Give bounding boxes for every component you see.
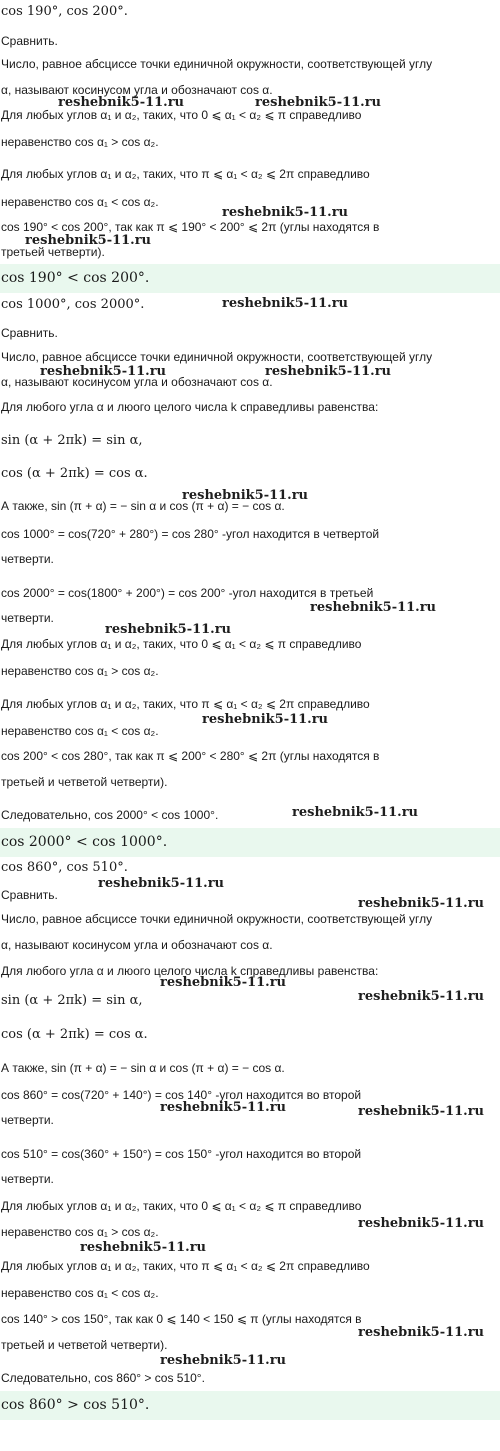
rule-line: Для любого угла α и люого целого числа k справедливы равенства: (1, 400, 379, 414)
rule-line: неравенство cos α₁ < cos α₂. (1, 195, 159, 209)
conclusion-line: Следовательно, cos 2000° < cos 1000°. (1, 808, 219, 822)
watermark: reshebnik5-11.ru (160, 1100, 287, 1115)
comparison-line: cos 200° < cos 280°, так как π ⩽ 200° < 280° ⩽ 2π (углы находятся в (1, 749, 380, 763)
reduction-line: cos 860° = cos(720° + 140°) = cos 140° -угол находится во второй (1, 1088, 362, 1102)
answer-box: cos 190° < cos 200°. (0, 264, 500, 293)
rule-line: неравенство cos α₁ < cos α₂. (1, 1286, 159, 1300)
reduction-line: cos 1000° = cos(720° + 280°) = cos 280° -угол находится в четвертой (1, 527, 380, 541)
formula-line: cos (α + 2πk) = cos α. (1, 466, 148, 481)
reduction-line: четверти. (1, 611, 54, 625)
watermark: reshebnik5-11.ru (160, 1353, 287, 1368)
watermark: reshebnik5-11.ru (358, 1325, 485, 1340)
definition-line: Число, равное абсциссе точки единичной окружности, соответствующей углу (1, 350, 433, 364)
formula-line: sin (α + 2πk) = sin α, (1, 993, 143, 1008)
watermark: reshebnik5-11.ru (265, 364, 392, 379)
formula-line: sin (α + 2πk) = sin α, (1, 433, 143, 448)
problem-1-task: Сравнить. (1, 34, 58, 48)
comparison-line: третьей четверти). (1, 245, 105, 259)
watermark: reshebnik5-11.ru (358, 1104, 485, 1119)
problem-3-task: Сравнить. (1, 888, 58, 902)
watermark: reshebnik5-11.ru (358, 1216, 485, 1231)
rule-line: Для любых углов α₁ и α₂, таких, что 0 ⩽ α₁ < α₂ ⩽ π справедливо (1, 637, 362, 651)
rule-line: неравенство cos α₁ > cos α₂. (1, 135, 159, 149)
rule-line: Для любого угла α и люого целого числа k справедливы равенства: (1, 964, 379, 978)
watermark: reshebnik5-11.ru (80, 1240, 207, 1255)
rule-line: Для любых углов α₁ и α₂, таких, что 0 ⩽ α₁ < α₂ ⩽ π справедливо (1, 108, 362, 122)
reduction-line: cos 510° = cos(360° + 150°) = cos 150° -угол находится во второй (1, 1147, 362, 1161)
watermark: reshebnik5-11.ru (25, 233, 152, 248)
rule-line: Для любых углов α₁ и α₂, таких, что π ⩽ α₁ < α₂ ⩽ 2π справедливо (1, 697, 370, 711)
watermark: reshebnik5-11.ru (310, 600, 437, 615)
problem-1-statement: cos 190°, cos 200°. (1, 4, 128, 19)
definition-line: Число, равное абсциссе точки единичной окружности, соответствующей углу (1, 912, 433, 926)
watermark: reshebnik5-11.ru (182, 488, 309, 503)
definition-line: α, называют косинусом угла и обозначают cos α. (1, 938, 273, 952)
watermark: reshebnik5-11.ru (222, 296, 349, 311)
watermark: reshebnik5-11.ru (58, 95, 185, 110)
definition-line: α, называют косинусом угла и обозначают cos α. (1, 83, 273, 97)
watermark: reshebnik5-11.ru (358, 989, 485, 1004)
reduction-line: cos 2000° = cos(1800° + 200°) = cos 200° -угол находится в третьей (1, 586, 374, 600)
comparison-line: третьей и четветой четверти). (1, 775, 168, 789)
rule-line: Для любых углов α₁ и α₂, таких, что 0 ⩽ α₁ < α₂ ⩽ π справедливо (1, 1199, 362, 1213)
reduction-line: четверти. (1, 552, 54, 566)
watermark: reshebnik5-11.ru (202, 712, 329, 727)
watermark: reshebnik5-11.ru (358, 896, 485, 911)
watermark: reshebnik5-11.ru (222, 205, 349, 220)
problem-2-task: Сравнить. (1, 326, 58, 340)
definition-line: Число, равное абсциссе точки единичной окружности, соответствующей углу (1, 57, 433, 71)
comparison-line: cos 190° < cos 200°, так как π ⩽ 190° < 200° ⩽ 2π (углы находятся в (1, 220, 380, 234)
formula-line: А также, sin (π + α) = − sin α и cos (π + α) = − cos α. (1, 499, 285, 513)
comparison-line: cos 140° > cos 150°, так как 0 ⩽ 140 < 150 ⩽ π (углы находятся в (1, 1312, 362, 1326)
rule-line: неравенство cos α₁ < cos α₂. (1, 724, 159, 738)
comparison-line: третьей и четветой четверти). (1, 1338, 168, 1352)
conclusion-line: Следовательно, cos 860° > cos 510°. (1, 1371, 205, 1385)
watermark: reshebnik5-11.ru (105, 622, 232, 637)
problem-2-statement: cos 1000°, cos 2000°. (1, 297, 145, 312)
reduction-line: четверти. (1, 1113, 54, 1127)
formula-line: А также, sin (π + α) = − sin α и cos (π + α) = − cos α. (1, 1061, 285, 1075)
watermark: reshebnik5-11.ru (255, 95, 382, 110)
reduction-line: четверти. (1, 1172, 54, 1186)
watermark: reshebnik5-11.ru (98, 876, 225, 891)
rule-line: неравенство cos α₁ > cos α₂. (1, 664, 159, 678)
watermark: reshebnik5-11.ru (160, 975, 287, 990)
watermark: reshebnik5-11.ru (40, 364, 167, 379)
definition-line: α, называют косинусом угла и обозначают cos α. (1, 375, 273, 389)
answer-box: cos 2000° < cos 1000°. (0, 828, 500, 857)
watermark: reshebnik5-11.ru (292, 805, 419, 820)
formula-line: cos (α + 2πk) = cos α. (1, 1027, 148, 1042)
rule-line: Для любых углов α₁ и α₂, таких, что π ⩽ α₁ < α₂ ⩽ 2π справедливо (1, 167, 370, 181)
rule-line: Для любых углов α₁ и α₂, таких, что π ⩽ α₁ < α₂ ⩽ 2π справедливо (1, 1259, 370, 1273)
answer-box: cos 860° > cos 510°. (0, 1391, 500, 1420)
rule-line: неравенство cos α₁ > cos α₂. (1, 1225, 159, 1239)
problem-3-statement: cos 860°, cos 510°. (1, 860, 128, 875)
